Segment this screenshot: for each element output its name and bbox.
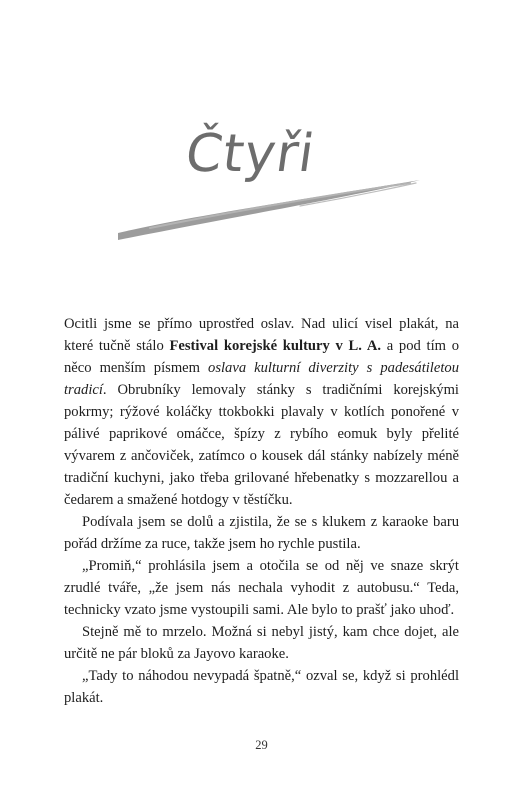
paragraph	[64, 555, 459, 621]
chapter-heading	[0, 0, 523, 260]
paragraph	[64, 621, 459, 665]
text-run: Ocitli jsme se přímo uprostřed oslav. Nad ulicí visel plakát, na které tučně stálo	[64, 316, 459, 354]
text-run: Podívala jsem se dolů a zjistila, že se s klukem z karaoke baru pořád držíme za ruce, takže jsem ho rychle pustila.	[64, 514, 459, 552]
italic-text: oslava kulturní diverzity s padesátiletou tradicí	[64, 360, 459, 398]
text-run: a pod tím o něco menším písmem	[64, 338, 460, 376]
page-number: 29	[255, 738, 268, 752]
paragraph	[64, 665, 459, 709]
text-run: „Tady to náhodou nevypadá špatně,“ ozval se, když si prohlédl plakát.	[64, 668, 459, 706]
text-run: . Obrubníky lemovaly stánky s tradičními korejskými pokrmy; rýžové koláčky ttokbokki plavaly v kotlích ponořené v pálivé paprikové omáčce, špízy z rybího eomuk byly přelité vývarem z ančoviček, zatímco o kousek dál stánky nabízely méně tradiční kuchyni, jako třeba grilované hřebenatky s mozzarellou a čedarem a smažené hotdogy v těstíčku.	[64, 382, 459, 508]
chapter-title: Čtyři	[181, 124, 319, 184]
bold-text: Festival korejské kultury v L. A.	[169, 338, 382, 354]
paragraph	[64, 511, 459, 555]
text-run: Stejně mě to mrzelo. Možná si nebyl jistý, kam chce dojet, ale určitě ne pár bloků za Jayovo karaoke.	[64, 624, 459, 662]
paragraph	[64, 313, 459, 511]
text-run: „Promiň,“ prohlásila jsem a otočila se od něj ve snaze skrýt zrudlé tváře, „že jsem nás nechala vyhodit z autobusu.“ Teda, technicky vzato jsme vystoupili sami. Ale bylo to prašť jako uhoď.	[64, 558, 459, 618]
brush-stroke-wisp	[300, 183, 416, 206]
chapter-body	[64, 313, 459, 709]
